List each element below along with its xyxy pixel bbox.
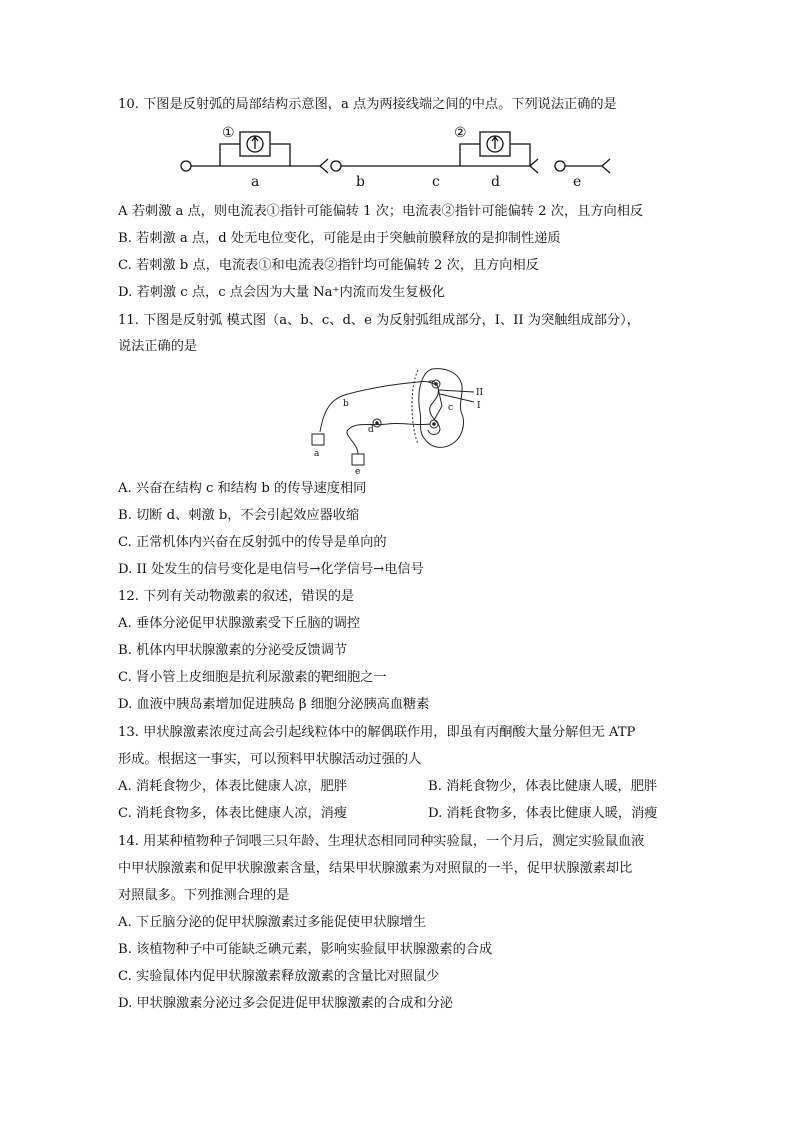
q12-option-a: A. 垂体分泌促甲状腺激素受下丘脑的调控 xyxy=(118,616,361,631)
q13-stem-line1: 13. 甲状腺激素浓度过高会引起线粒体中的解偶联作用，即虽有丙酮酸大量分解但无 ATP xyxy=(118,725,636,740)
q10-reflex-arc-diagram xyxy=(170,118,620,193)
q10-label-b: b xyxy=(356,174,365,190)
q11-label-II: II xyxy=(476,388,484,398)
q13-stem-line2: 形成。根据这一事实，可以预料甲状腺活动过强的人 xyxy=(118,752,422,767)
q14-option-a: A. 下丘脑分泌的促甲状腺激素过多能促使甲状腺增生 xyxy=(118,915,427,930)
q10-meter2-label: ② xyxy=(454,125,467,141)
q11-label-I: I xyxy=(477,401,481,411)
q11-stem-line1: 11. 下图是反射弧 模式图（a、b、c、d、e 为反射弧组成部分，I、II 为突触组成部分）， xyxy=(118,313,640,328)
q11-label-c: c xyxy=(448,403,454,413)
q10-option-c: C. 若刺激 b 点，电流表①和电流表②指针均可能偏转 2 次，且方向相反 xyxy=(118,258,539,273)
q13-option-a: A. 消耗食物少，体表比健康人凉，肥胖 xyxy=(118,779,347,794)
q10-stem: 10. 下图是反射弧的局部结构示意图，a 点为两接线端之间的中点。下列说法正确的是 xyxy=(118,97,617,112)
q11-stem-line2: 说法正确的是 xyxy=(118,339,198,354)
q10-synapse-right xyxy=(602,159,610,173)
q14-stem-line1: 14. 用某种植物种子饲喂三只年龄、生理状态相同同种实验鼠，一个月后，测定实验鼠血液 xyxy=(118,834,645,849)
q10-option-a: A 若刺激 a 点，则电流表①指针可能偏转 1 次；电流表②指针可能偏转 2 次，且方向相反 xyxy=(118,204,644,219)
q10-option-d: D. 若刺激 c 点，c 点会因为大量 Na⁺内流而发生复极化 xyxy=(118,285,445,300)
q11-label-b: b xyxy=(343,399,349,409)
q10-meter1-label: ① xyxy=(222,125,235,141)
q10-label-e: e xyxy=(573,174,582,190)
q10-label-d: d xyxy=(491,174,500,190)
q11-option-d: D. II 处发生的信号变化是电信号→化学信号→电信号 xyxy=(118,562,424,577)
q10-label-a: a xyxy=(251,174,260,190)
q12-option-c: C. 肾小管上皮细胞是抗利尿激素的靶细胞之一 xyxy=(118,670,387,685)
q14-option-d: D. 甲状腺激素分泌过多会促进促甲状腺激素的合成和分泌 xyxy=(118,996,453,1011)
q10-synapse-middle xyxy=(530,159,538,173)
q11-reflex-arc-diagram xyxy=(300,362,500,474)
q14-option-b: B. 该植物种子中可能缺乏碘元素，影响实验鼠甲状腺激素的合成 xyxy=(118,942,493,957)
q11-label-a: a xyxy=(314,449,320,459)
q13-option-b: B. 消耗食物少，体表比健康人暖，肥胖 xyxy=(428,779,658,794)
q12-stem: 12. 下列有关动物激素的叙述，错误的是 xyxy=(118,589,355,604)
q11-label-d: d xyxy=(368,425,374,435)
q11-receptor-a-box xyxy=(312,434,324,445)
q10-neuron-body-left xyxy=(181,161,191,171)
q14-stem-line2: 中甲状腺激素和促甲状腺激素含量，结果甲状腺激素为对照鼠的一半，促甲状腺激素却比 xyxy=(118,861,633,876)
q13-option-c: C. 消耗食物多，体表比健康人凉，消瘦 xyxy=(118,806,348,821)
q10-option-b: B. 若刺激 a 点，d 处无电位变化，可能是由于突触前膜释放的是抑制性递质 xyxy=(118,231,561,246)
q10-neuron-body-right xyxy=(555,161,565,171)
q11-effector-e-box xyxy=(352,454,364,465)
q14-option-c: C. 实验鼠体内促甲状腺激素释放激素的含量比对照鼠少 xyxy=(118,969,440,984)
q10-neuron-body-middle xyxy=(331,161,341,171)
q12-option-b: B. 机体内甲状腺激素的分泌受反馈调节 xyxy=(118,643,348,658)
q10-synapse-left xyxy=(320,159,328,173)
q10-label-c: c xyxy=(432,174,440,190)
q14-stem-line3: 对照鼠多。下列推测合理的是 xyxy=(118,888,290,903)
q12-option-d: D. 血液中胰岛素增加促进胰岛 β 细胞分泌胰高血糖素 xyxy=(118,697,430,712)
q11-option-b: B. 切断 d、刺激 b，不会引起效应器收缩 xyxy=(118,508,360,523)
q11-option-c: C. 正常机体内兴奋在反射弧中的传导是单向的 xyxy=(118,535,387,550)
q13-option-d: D. 消耗食物多，体表比健康人暖，消瘦 xyxy=(428,806,658,821)
q11-option-a: A. 兴奋在结构 c 和结构 b 的传导速度相同 xyxy=(118,481,367,496)
q11-label-e: e xyxy=(355,467,361,474)
